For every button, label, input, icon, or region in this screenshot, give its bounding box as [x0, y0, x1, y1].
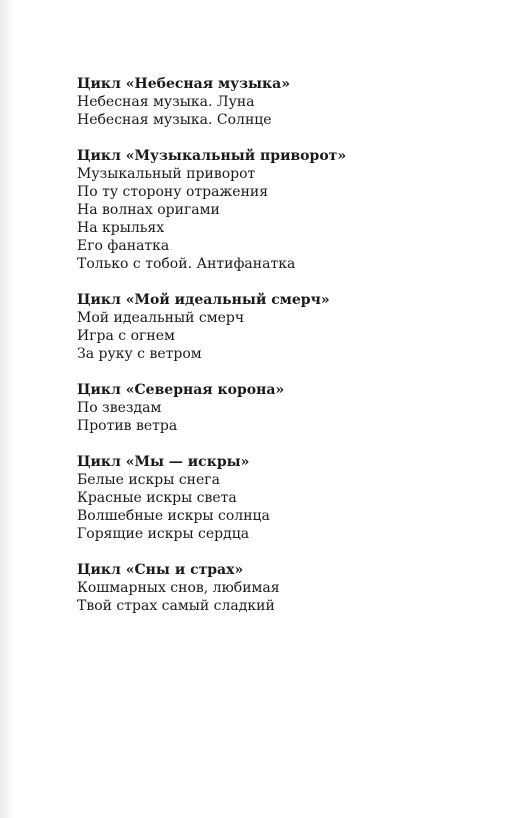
- book-title: Волшебные искры солнца: [77, 508, 270, 524]
- book-title: Против ветра: [77, 418, 178, 434]
- cycle-block: [77, 75, 477, 129]
- cycle-block: [77, 453, 477, 543]
- cycle-book-list: [77, 93, 477, 129]
- book-title: Небесная музыка. Луна: [77, 94, 255, 110]
- book-series-list: [77, 75, 477, 633]
- cycle-book-list: [77, 165, 477, 273]
- cycle-title: Цикл «Небесная музыка»: [77, 76, 290, 92]
- cycle-book-list: [77, 309, 477, 363]
- cycle-block: [77, 147, 477, 273]
- cycle-title: Цикл «Мы — искры»: [77, 454, 250, 470]
- book-title: По ту сторону отражения: [77, 184, 269, 200]
- book-title: Белые искры снега: [77, 472, 220, 488]
- cycle-title: Цикл «Северная корона»: [77, 382, 285, 398]
- book-title: Музыкальный приворот: [77, 166, 256, 182]
- book-title: Небесная музыка. Солнце: [77, 112, 272, 128]
- book-title: Твой страх самый сладкий: [77, 598, 275, 614]
- page-edge-shadow: [0, 0, 14, 818]
- cycle-title: Цикл «Музыкальный приворот»: [77, 148, 347, 164]
- cycle-book-list: [77, 399, 477, 435]
- cycle-title: Цикл «Сны и страх»: [77, 562, 244, 578]
- book-title: На волнах оригами: [77, 202, 220, 218]
- book-title: Кошмарных снов, любимая: [77, 580, 280, 596]
- cycle-book-list: [77, 471, 477, 543]
- book-title: Игра с огнем: [77, 328, 175, 344]
- book-title: Его фанатка: [77, 238, 170, 254]
- cycle-title: Цикл «Мой идеальный смерч»: [77, 292, 330, 308]
- book-title: Только с тобой. Антифанатка: [77, 256, 296, 272]
- cycle-block: [77, 561, 477, 615]
- book-title: Красные искры света: [77, 490, 237, 506]
- book-title: По звездам: [77, 400, 162, 416]
- cycle-block: [77, 291, 477, 363]
- book-title: Мой идеальный смерч: [77, 310, 245, 326]
- book-title: За руку с ветром: [77, 346, 202, 362]
- cycle-book-list: [77, 579, 477, 615]
- cycle-block: [77, 381, 477, 435]
- book-title: Горящие искры сердца: [77, 526, 250, 542]
- book-title: На крыльях: [77, 220, 165, 236]
